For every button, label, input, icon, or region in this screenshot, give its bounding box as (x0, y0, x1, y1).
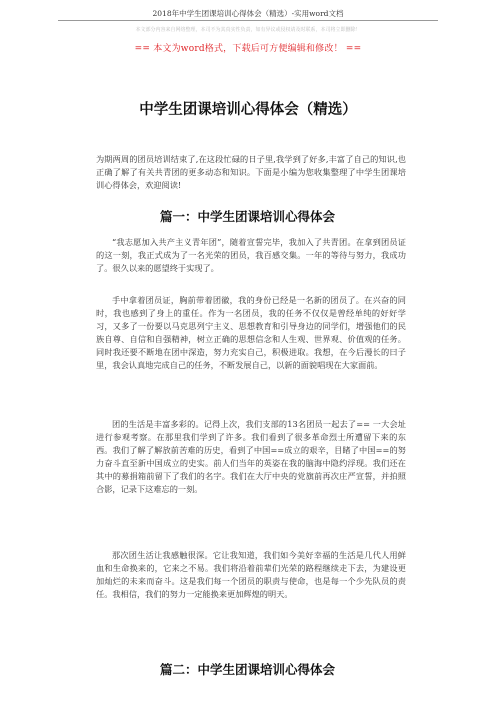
disclaimer-text: 本文部分内容来自网络整理，本司不为其真实性负责，如有异议或侵权请及时联系，本司将立即删除！ (135, 27, 361, 33)
body-paragraph: “我志愿加入共产主义青年团”，随着宣誓完毕，我加入了共青团。在拿到团员证的这一刻，我正式成为了一名光荣的团员，我百感交集。一年的等待与努力，我成功了。很久以来的愿望终于实现了。 (96, 237, 406, 273)
body-paragraph: 手中拿着团员证，胸前带着团徽，我的身份已经是一名新的团员了。在兴奋的同时，我也感到了身上的重任。作为一名团员，我的任务不仅仅是曾经单纯的好好学习，又多了一份要以马克思列宁主义、思想教育和引导身边的同学们，增强他们的民族自尊、自信和自强精神，树立正确的思想信念和人生观、世界观、价值观的任务。同时我还要不断地在团中深造，努力充实自己，积极进取。我想，在今后漫长的曰子里，我会认真地完成自己的任务，不断发展自己，以新的面貌唱现在大家面前。 (96, 295, 406, 370)
body-paragraph: 团的生活是丰富多彩的。记得上次，我们支部的13名团员一起去了== 一大会址进行参观考察。在那里我们学到了许多。我们看到了很多革命烈士所遭留下来的东西。我们了解了解放前苦难的历史，看到了中国==成立的艰辛，目睹了中国==的努力奋斗直至新中国成立的史实。前人们当年的英姿在我的脑海中隐约浮现。我们还在其中的募捐箱前留下了我们的名字。我们在大厅中央的党旗前再次庄严宣誓，并拍照合影，记录下这难忘的一刻。 (96, 419, 406, 494)
intro-paragraph: 为期两周的团员培训结束了,在这段忙碌的日子里,我学到了好多,丰富了自己的知识,也正确了解了有关共青团的更多动态和知识。下面是小编为您收集整理了中学生团课培训心得体会，欢迎阅读! (96, 154, 406, 190)
body-paragraph: 那次团生活让我感触很深。它让我知道，我们如今美好幸福的生活是几代人用鲜血和生命换来的，它来之不易。我们将沿着前辈们光荣的路程继续走下去，为建设更加灿烂的未来而奋斗。这是我们每一个团员的职责与使命，也是每一个少先队员的责任。我相信，我们的努力一定能换来更加辉煌的明天。 (96, 550, 406, 599)
document-title: 中学生团课培训心得体会（精选） (139, 102, 357, 118)
header-divider (58, 20, 438, 21)
section-heading-1: 篇一：中学生团课培训心得体会 (160, 209, 336, 224)
word-format-notice: == 本文为word格式，下载后可方便编辑和修改！ == (134, 44, 362, 54)
section-heading-2: 篇二：中学生团课培训心得体会 (160, 662, 336, 677)
page-header-title: 2018年中学生团课培训心得体会（精选）-实用word文档 (152, 9, 344, 18)
